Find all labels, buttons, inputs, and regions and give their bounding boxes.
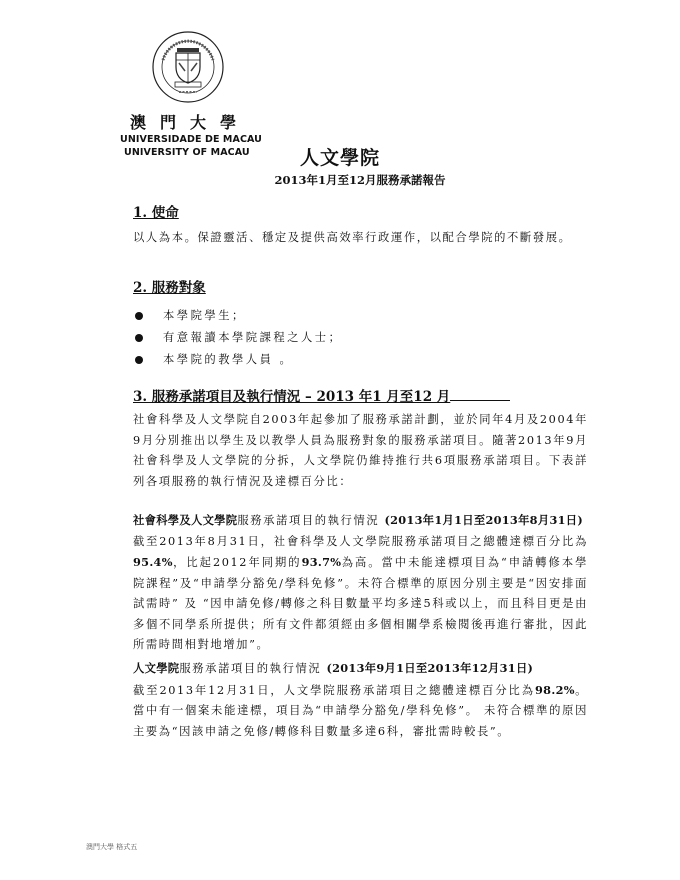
fss-section [133, 510, 588, 656]
fss-prev-rate: 93.7% [301, 555, 342, 569]
service-targets-list [133, 305, 342, 371]
service-targets-heading: 2. 服務對象 [133, 280, 206, 296]
fss-text: 截至2013年8月31日，社會科學及人文學院服務承諾項目之總體達標百分比為95.4%，比起2012年同期的93.7%為高。當中未能達標項目為“申請轉修本學院課程”及“申請學分豁免/學科免修”。未符合標準的原因分別主要是“因安排面試需時” 及 “因申請免修/轉修之科目數量平均多達5科或以上，而且科目更是由多個不同學系所提供；所有文件都須經由多個相關學系檢閱後再進行審批，因此所需時間相對地增加”。 [133, 534, 588, 651]
mission-heading: 1. 使命 [133, 205, 179, 221]
bullet-icon [135, 334, 143, 342]
fah-section [133, 658, 588, 742]
commitments-intro: 社會科學及人文學院自2003年起參加了服務承諾計劃，並於同年4月及2004年9月分別推出以學生及以教學人員為服務對象的服務承諾項目。隨著2013年9月社會科學及人文學院的分拆，人文學院仍維持推行共6項服務承諾項目。下表詳列各項服務的執行情況及達標百分比： [133, 413, 588, 488]
commitments-heading: 3. 服務承諾項目及執行情況 – 2013 年1 月至12 月 [133, 385, 510, 405]
bullet-icon [135, 356, 143, 364]
list-item: 本學院學生； [133, 305, 342, 327]
document-subtitle: 2013年1月至12月服務承諾報告 [274, 173, 446, 187]
university-name-chinese: 澳門大學 [130, 113, 251, 132]
fah-rate: 98.2% [535, 682, 575, 697]
document-title: 人文學院 [299, 147, 380, 169]
list-item: 本學院的教學人員 。 [133, 349, 342, 371]
fah-heading: 人文學院服務承諾項目的執行情況 (2013年9月1日至2013年12月31日) [133, 661, 534, 675]
heading-underline [450, 388, 510, 401]
university-seal-icon [151, 30, 225, 104]
fah-text: 截至2013年12月31日，人文學院服務承諾項目之總體達標百分比為98.2%。當中有一個案未能達標，項目為“申請學分豁免/學科免修”。 未符合標準的原因主要為“因該申請之免修/轉修科目數量多達6科，審批需時較長”。 [133, 682, 588, 738]
university-name-portuguese: UNIVERSIDADE DE MACAU [120, 134, 262, 145]
page-footer: 澳門大學 格式五 [86, 843, 138, 851]
fss-rate: 95.4% [133, 555, 173, 569]
fss-heading: 社會科學及人文學院服務承諾項目的執行情況 (2013年1月1日至2013年8月31日) [133, 513, 584, 527]
university-name-english: UNIVERSITY OF MACAU [124, 147, 250, 158]
list-item: 有意報讀本學院課程之人士； [133, 327, 342, 349]
mission-text: 以人為本。保證靈活、穩定及提供高效率行政運作，以配合學院的不斷發展。 [133, 231, 572, 244]
bullet-icon [135, 312, 143, 320]
